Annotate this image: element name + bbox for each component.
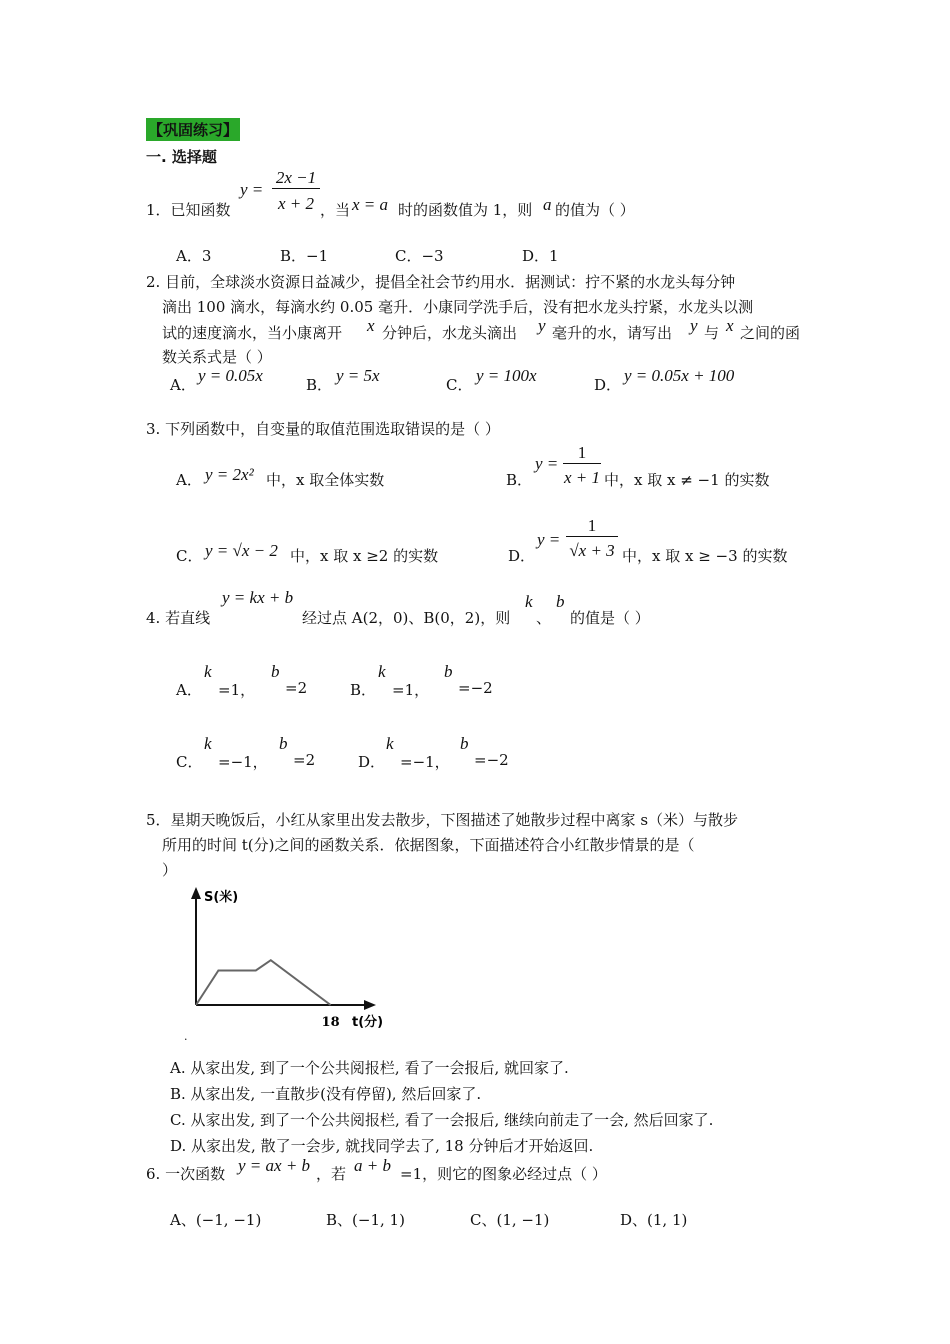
q3-b-desc: 中，x 取 x ≠ −1 的实数 xyxy=(604,471,770,489)
q1-option-c: C．−3 xyxy=(395,247,444,265)
q2-y: y xyxy=(538,316,546,335)
q1-option-b: B．−1 xyxy=(280,247,329,265)
q2-option-b-expr: y = 5x xyxy=(336,366,380,385)
q1-frac-num: 2x −1 xyxy=(272,168,320,189)
q6-mid: ，若 xyxy=(316,1165,347,1183)
q1-var: a xyxy=(543,195,552,214)
q2-line3a: 试的速度滴水，当小康离开 xyxy=(162,324,343,342)
q1-mid2: 时的函数值为 1，则 xyxy=(398,201,533,219)
q4-option-d-b: b xyxy=(460,734,469,753)
q2-line3b: 分钟后，水龙头滴出 xyxy=(382,324,518,342)
q4-option-c-kval: =−1， xyxy=(218,753,268,771)
q2-line3d: 与 xyxy=(704,324,720,342)
q3-c-label: C． xyxy=(176,547,203,565)
q1-frac-den: x + 2 xyxy=(277,194,315,213)
q3-d-lhs: y = xyxy=(537,530,561,549)
q3-c-desc: 中，x 取 x ≥2 的实数 xyxy=(290,547,439,565)
distance-time-graph xyxy=(180,885,400,1035)
q4-option-b-label: B． xyxy=(350,681,377,699)
x-axis-label: t(分) xyxy=(352,1015,384,1030)
section-title: 一. 选择题 xyxy=(146,148,217,166)
q4-option-c-b: b xyxy=(279,734,288,753)
q3-d-num: 1 xyxy=(566,516,618,537)
q5-dot: . xyxy=(184,1030,188,1043)
q1-option-a: A．3 xyxy=(176,247,212,265)
q2-line1: 2. 目前，全球淡水资源日益减少，提倡全社会节约用水．据测试：拧不紧的水龙头每分钟 xyxy=(146,273,736,291)
q4-k: k xyxy=(525,592,533,611)
q4-option-d-bval: =−2 xyxy=(474,751,509,769)
q4-option-d-label: D． xyxy=(358,753,386,771)
q2-option-b-label: B． xyxy=(306,376,333,394)
q6-option-b: B、(−1, 1) xyxy=(326,1211,405,1229)
q5-option-a: A. 从家出发, 到了一个公共阅报栏, 看了一会报后, 就回家了. xyxy=(170,1059,569,1077)
q6-tail: =1，则它的图象必经过点（ ） xyxy=(400,1165,607,1183)
q1-number: 1．已知函数 xyxy=(146,201,231,219)
q4-option-b-k: k xyxy=(378,662,386,681)
x-tick-label: 18 xyxy=(321,1015,340,1030)
q3-b-den: x + 1 xyxy=(563,468,601,487)
q3-d-den: √x + 3 xyxy=(569,541,615,560)
section-tag: 【巩固练习】 xyxy=(146,118,240,141)
q3-d-label: D． xyxy=(508,547,536,565)
q3-a-desc: 中，x 取全体实数 xyxy=(266,471,385,489)
q4-option-c-bval: =2 xyxy=(293,751,316,769)
q3-c-expr: y = √x − 2 xyxy=(205,541,278,560)
q4-option-a-b: b xyxy=(271,662,280,681)
q4-sep: 、 xyxy=(536,609,552,627)
q4-option-a-bval: =2 xyxy=(285,679,308,697)
q4-option-b-bval: =−2 xyxy=(458,679,493,697)
q2-option-a-expr: y = 0.05x xyxy=(198,366,263,385)
q4-option-d-kval: =−1， xyxy=(400,753,450,771)
q4-option-d-k: k xyxy=(386,734,394,753)
q2-option-d-label: D． xyxy=(594,376,622,394)
q4-line: y = kx + b xyxy=(222,588,294,607)
q3-a-expr: y = 2x² xyxy=(205,465,254,484)
q1-option-d: D．1 xyxy=(522,247,559,265)
q2-option-c-expr: y = 100x xyxy=(476,366,537,385)
q2-line4: 数关系式是（ ） xyxy=(162,348,272,366)
q3-a-label: A． xyxy=(176,471,202,489)
q6-func: y = ax + b xyxy=(238,1156,311,1175)
q4-tail: 的值是（ ） xyxy=(570,609,650,627)
q4-mid: 经过点 A(2，0)、B(0，2)，则 xyxy=(302,609,511,627)
q3-stem: 3. 下列函数中，自变量的取值范围选取错误的是（ ） xyxy=(146,420,500,438)
q1-mid1: ，当 xyxy=(320,201,351,219)
q3-d-desc: 中，x 取 x ≥ −3 的实数 xyxy=(622,547,788,565)
x-axis-arrow xyxy=(364,1000,376,1010)
q6-option-d: D、(1, 1) xyxy=(620,1211,688,1229)
q1-tail: 的值为（ ） xyxy=(555,201,635,219)
q6-cond: a + b xyxy=(354,1156,391,1175)
q4-option-a-k: k xyxy=(204,662,212,681)
q2-y2: y xyxy=(690,316,698,335)
q5-option-d: D. 从家出发, 散了一会步, 就找同学去了, 18 分钟后才开始返回. xyxy=(170,1137,594,1155)
q1-lhs: y = xyxy=(240,180,264,199)
q4-option-a-kval: =1， xyxy=(218,681,256,699)
y-axis-arrow xyxy=(191,887,201,899)
q3-b-num: 1 xyxy=(563,443,601,464)
q2-option-c-label: C． xyxy=(446,376,473,394)
q2-line3e: 之间的函 xyxy=(740,324,801,342)
q5-line3: ） xyxy=(162,861,178,879)
q6-option-c: C、(1, −1) xyxy=(470,1211,550,1229)
q2-line2: 滴出 100 滴水，每滴水约 0.05 毫升．小康同学洗手后，没有把水龙头拧紧，水龙头以测 xyxy=(162,298,754,316)
q1-cond: x = a xyxy=(352,195,389,214)
q6-pre: 6. 一次函数 xyxy=(146,1165,226,1183)
q6-option-a: A、(−1, −1) xyxy=(170,1211,262,1229)
q2-line3c: 毫升的水，请写出 xyxy=(552,324,673,342)
q4-option-c-label: C． xyxy=(176,753,203,771)
q4-option-b-kval: =1， xyxy=(392,681,430,699)
distance-line xyxy=(196,960,331,1005)
q4-pre: 4. 若直线 xyxy=(146,609,211,627)
q4-option-a-label: A． xyxy=(176,681,202,699)
q2-x2: x xyxy=(726,316,734,335)
q3-b-label: B． xyxy=(506,471,533,489)
q5-option-b: B. 从家出发, 一直散步(没有停留), 然后回家了. xyxy=(170,1085,482,1103)
q5-line1: 5．星期天晚饭后，小红从家里出发去散步，下图描述了她散步过程中离家 s（米）与散步 xyxy=(146,811,739,829)
y-axis-label: S(米) xyxy=(204,890,239,905)
q4-b: b xyxy=(556,592,565,611)
q3-b-lhs: y = xyxy=(535,454,559,473)
q2-option-a-label: A． xyxy=(170,376,196,394)
q5-option-c: C. 从家出发, 到了一个公共阅报栏, 看了一会报后, 继续向前走了一会, 然后回家了. xyxy=(170,1111,714,1129)
q5-line2: 所用的时间 t(分)之间的函数关系．依据图象，下面描述符合小红散步情景的是（ xyxy=(162,836,695,854)
q4-option-b-b: b xyxy=(444,662,453,681)
q4-option-c-k: k xyxy=(204,734,212,753)
q2-x: x xyxy=(367,316,375,335)
q2-option-d-expr: y = 0.05x + 100 xyxy=(624,366,735,385)
